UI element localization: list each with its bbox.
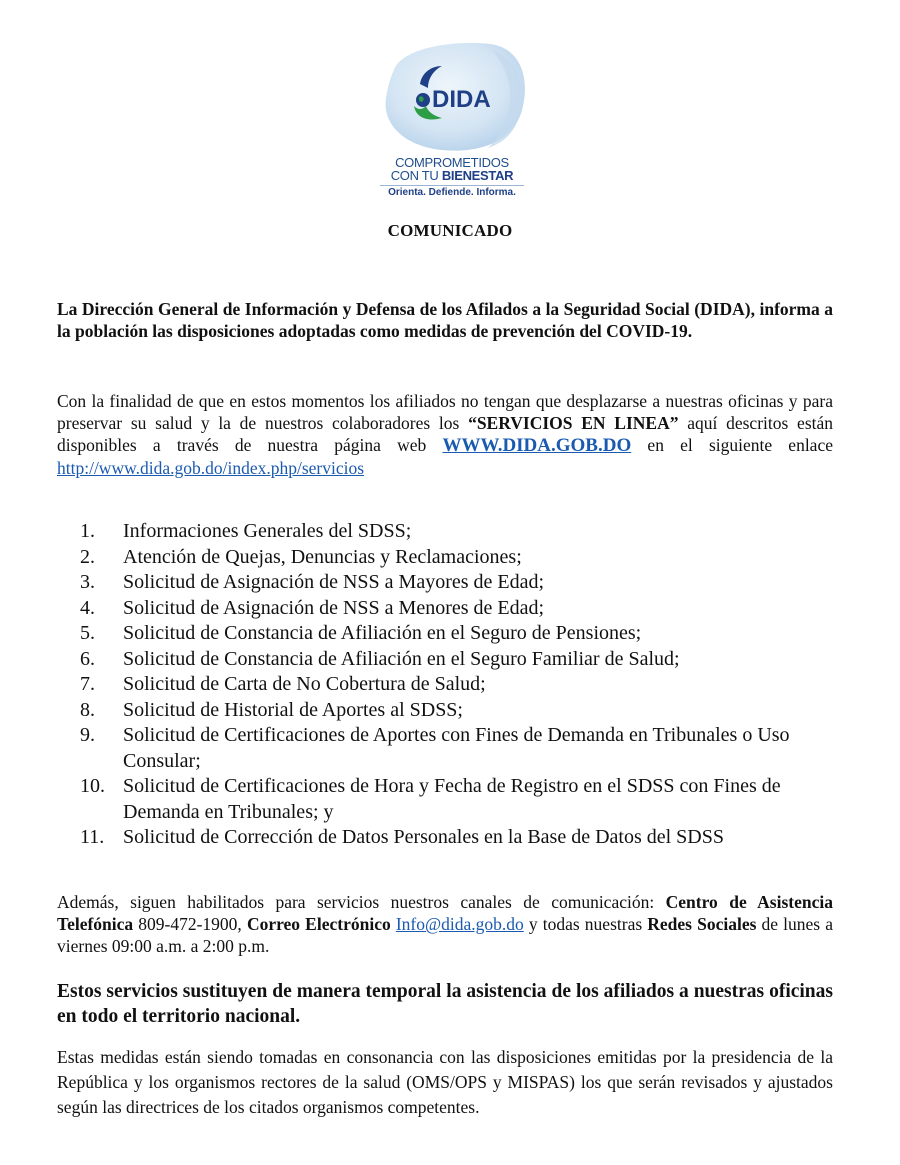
list-item: 8. Solicitud de Historial de Aportes al SDSS; [80,698,463,721]
page-title: COMUNICADO [387,221,513,240]
list-item: 2. Atención de Quejas, Denuncias y Reclamaciones; [80,545,522,568]
highlight-paragraph: Estos servicios sustituyen de manera temporal la asistencia de los afiliados a nuestras oficinas en todo el territorio nacional. [57,981,833,1027]
logo-divider [380,185,524,186]
list-item: 4. Solicitud de Asignación de NSS a Menores de Edad; [80,596,545,619]
list-item: 10. Solicitud de Certificaciones de Hora y Fecha de Registro en el SDSS con Fines de Demanda en Tribunales; y [80,775,781,823]
services-list [80,519,840,851]
list-item: 3. Solicitud de Asignación de NSS a Mayores de Edad; [80,571,545,593]
dida-logo-emblem-icon [372,40,532,155]
dida-logo [372,40,532,205]
closing-paragraph: Estas medidas están siendo tomadas en consonancia con las disposiciones emitidas por la presidencia de la República y los organismos rectores de la salud (OMS/OPS y MISPAS) los que serán revisados y ajustados según las directrices de los citados organismos competentes. [57,1047,833,1117]
phone-number: 809-472-1900, [133,914,247,934]
services-link[interactable]: http://www.dida.gob.do/index.php/servicios [57,458,365,478]
list-item: 1. Informaciones Generales del SDSS; [80,520,412,542]
intro-paragraph: La Dirección General de Información y Defensa de los Afilados a la Seguridad Social (DIDA), informa a la población las disposiciones adoptadas como medidas de prevención del COVID-19. [57,299,833,341]
hours-text: de lunes a viernes 09:00 a.m. a 2:00 p.m. [57,914,833,956]
services-online-label: “SERVICIOS EN LINEA” [468,413,679,433]
list-item: 6. Solicitud de Constancia de Afiliación en el Seguro Familiar de Salud; [80,647,680,670]
list-item: 9. Solicitud de Certificaciones de Aportes con Fines de Demanda en Tribunales o Uso Consular; [80,724,790,772]
social-label: Redes Sociales [647,914,757,934]
list-item: 11. Solicitud de Corrección de Datos Personales en la Base de Datos del SDSS [80,826,724,848]
logo-tagline-line2: CON TU BIENESTAR [390,168,514,183]
phone-label: Centro de Asistencia Telefónica [57,892,833,934]
svg-text:DIDA: DIDA [432,86,491,113]
contact-paragraph: Además, siguen habilitados para servicios nuestros canales de comunicación: Centro de Asistencia Telefónica 809-472-1900, Correo Electrónico Info@dida.gob.do y todas nuestras Redes Sociales de lunes a viernes 09:00 a.m. a 2:00 p.m. [57,892,833,956]
services-paragraph: Con la finalidad de que en estos momentos los afiliados no tengan que desplazarse a nuestras oficinas y para preservar su salud y la de nuestros colaboradores los “SERVICIOS EN LINEA” aquí descritos están disponibles a través de nuestra página web WWW.DIDA.GOB.DO en el siguiente enlace http://www.dida.gob.do/index.php/servicios [57,391,834,478]
logo-tagline-line1: COMPROMETIDOS [395,155,509,170]
list-item: 7. Solicitud de Carta de No Cobertura de Salud; [80,673,486,695]
email-label: Correo Electrónico [246,914,391,934]
website-link[interactable]: WWW.DIDA.GOB.DO [442,435,632,456]
list-item: 5. Solicitud de Constancia de Afiliación en el Seguro de Pensiones; [80,622,642,644]
logo-slogan: Orienta. Defiende. Informa. [388,187,516,198]
email-link[interactable]: Info@dida.gob.do [395,914,524,934]
